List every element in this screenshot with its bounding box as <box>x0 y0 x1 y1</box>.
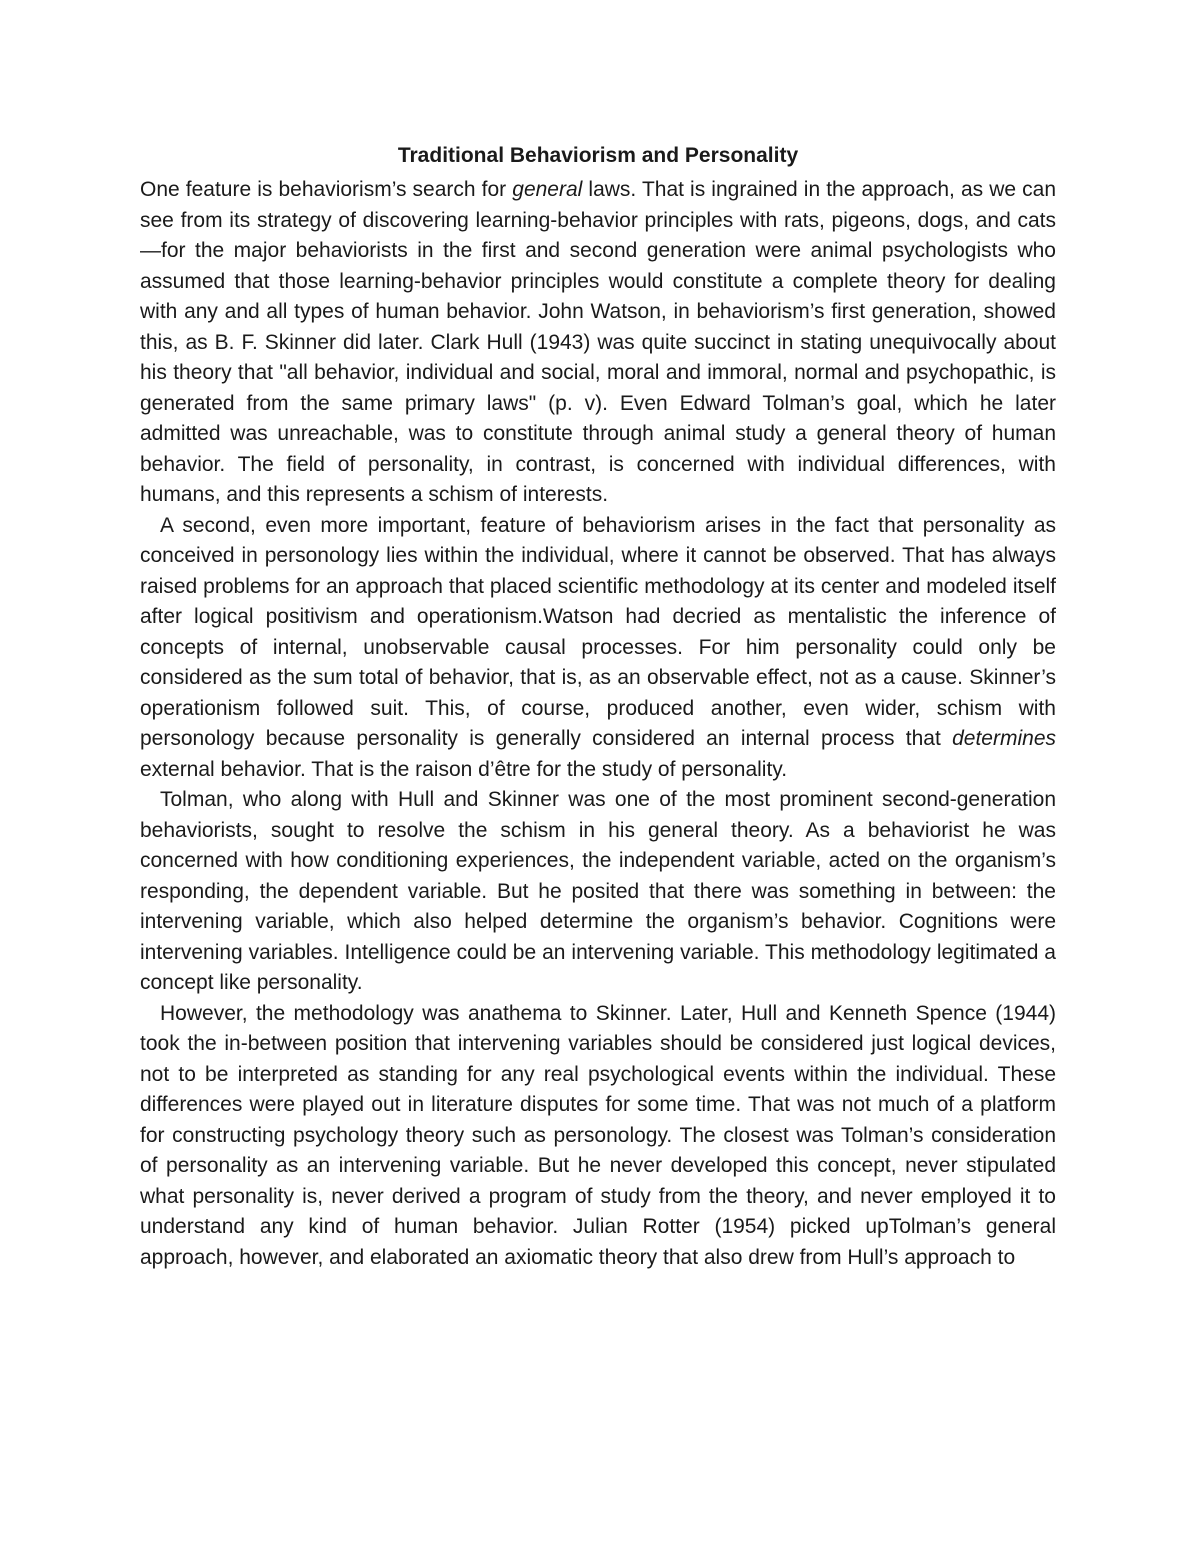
paragraph-3 <box>140 785 1056 999</box>
paragraph-1-text-b: laws. That is ingrained in the approach, as we can see from its strategy of discovering learning-behavior principles with rats, pigeons, dogs, and cats—for the major behaviorists in the first and second generation were animal psychologists who assumed that those learning-behavior principles would constitute a complete theory for dealing with any and all types of human behavior. John Watson, in behaviorism’s first generation, showed this, as B. F. Skinner did later. Clark Hull (1943) was quite succinct in stating unequivocally about his theory that "all behavior, individual and social, moral and immoral, normal and psychopathic, is generated from the same primary laws" (p. v). Even Edward Tolman’s goal, which he later admitted was unreachable, was to constitute through animal study a general theory of human behavior. The field of personality, in contrast, is concerned with individual differences, with humans, and this represents a schism of interests. <box>140 178 1057 506</box>
document-title: Traditional Behaviorism and Personality <box>397 144 799 167</box>
paragraph-3-text: Tolman, who along with Hull and Skinner was one of the most prominent second-generation behaviorists, sought to resolve the schism in his general theory. As a behaviorist he was concerned with how conditioning experiences, the independent variable, acted on the organism’s responding, the dependent variable. But he posited that there was something in between: the intervening variable, which also helped determine the organism’s behavior. Cognitions were intervening variables. Intelligence could be an intervening variable. This methodology legitimated a concept like personality. <box>140 788 1056 994</box>
paragraph-2-text-b: external behavior. That is the raison d’être for the study of personality. <box>140 757 788 781</box>
paragraph-4 <box>140 999 1056 1274</box>
paragraph-2-text-a: A second, even more important, feature of behaviorism arises in the fact that personality as conceived in personology lies within the individual, where it cannot be observed. That has always raised problems for an approach that placed scientific methodology at its center and modeled itself after logical positivism and operationism.Watson had decried as mentalistic the inference of concepts of internal, unobservable causal processes. For him personality could only be considered as the sum total of behavior, that is, as an observable effect, not as a cause. Skinner’s operationism followed suit. This, of course, produced another, even wider, schism with personology because personality is generally considered an internal process that <box>140 513 1056 750</box>
paragraph-2-emphasis: determines <box>952 727 1056 750</box>
document-page <box>140 140 1056 1273</box>
paragraph-1-text-a: One feature is behaviorism’s search for <box>140 178 513 201</box>
paragraph-2 <box>140 511 1056 786</box>
paragraph-4-text: However, the methodology was anathema to Skinner. Later, Hull and Kenneth Spence (1944) took the in-between position that intervening variables should be considered just logical devices, not to be interpreted as standing for any real psychological events within the individual. These differences were played out in literature disputes for some time. That was not much of a platform for constructing psychology theory such as personology. The closest was Tolman’s consideration of personality as an intervening variable. But he never developed this concept, never stipulated what personality is, never derived a program of study from the theory, and never employed it to understand any kind of human behavior. Julian Rotter (1954) picked upTolman’s general approach, however, and elaborated an axiomatic theory that also drew from Hull’s approach to <box>140 1001 1056 1269</box>
paragraph-1-emphasis: general <box>512 178 583 201</box>
paragraph-1 <box>140 175 1056 511</box>
